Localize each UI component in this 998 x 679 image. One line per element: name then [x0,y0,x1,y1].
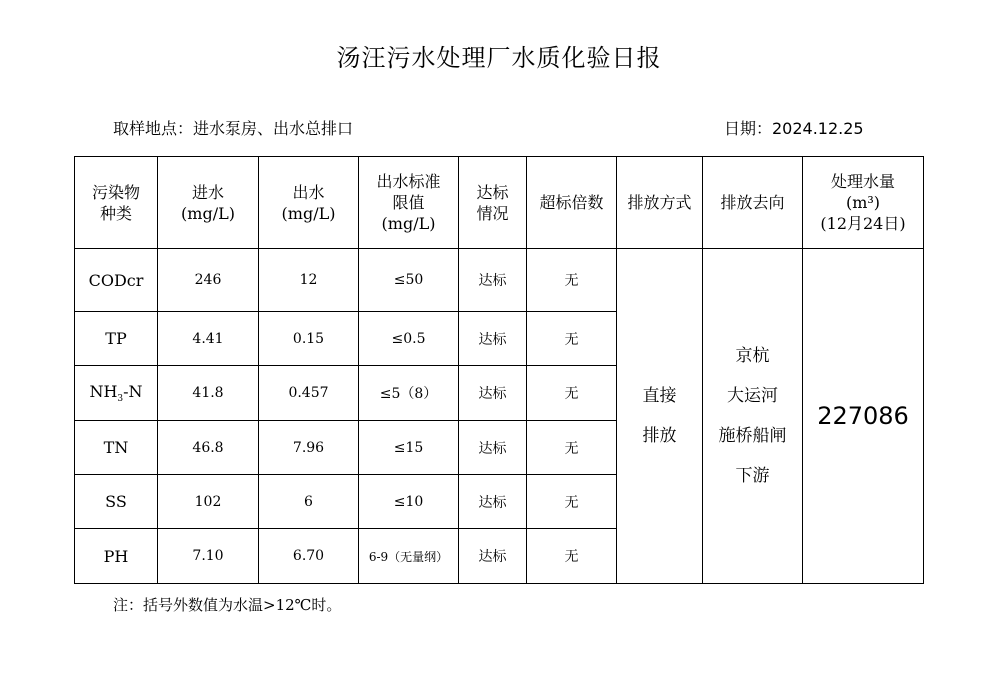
inflow-value: 41.8 [158,366,259,421]
water-quality-table [74,156,924,584]
header-volume: 处理水量 (m³) (12月24日) [803,157,924,249]
limit-value: ≤0.5 [359,312,459,366]
inflow-value: 7.10 [158,529,259,584]
report-title: 汤汪污水处理厂水质化验日报 [336,44,662,72]
status-value: 达标 [459,475,527,529]
header-discharge-dest: 排放去向 [703,157,803,249]
exceed-value: 无 [527,312,617,366]
discharge-method: 直接 排放 [617,249,703,584]
outflow-value: 0.15 [259,312,359,366]
limit-value: ≤10 [359,475,459,529]
outflow-value: 7.96 [259,421,359,475]
report-date: 日期：2024.12.25 [724,119,864,138]
header-inflow: 进水 (mg/L) [158,157,259,249]
pollutant-name: $NH_3-N$ [75,366,158,421]
pollutant-name: SS [75,475,158,529]
sampling-location: 取样地点：进水泵房、出水总排口 [113,119,354,138]
limit-value: ≤5（8） [359,366,459,421]
table-row [75,249,924,312]
treated-volume: 227086 [803,249,924,584]
pollutant-name: PH [75,529,158,584]
header-status: 达标 情况 [459,157,527,249]
footnote: 注：括号外数值为水温>12℃时。 [113,596,342,614]
status-value: 达标 [459,366,527,421]
outflow-value: 6 [259,475,359,529]
status-value: 达标 [459,421,527,475]
exceed-value: 无 [527,366,617,421]
inflow-value: 246 [158,249,259,312]
pollutant-name: TP [75,312,158,366]
inflow-value: 4.41 [158,312,259,366]
header-row [75,157,924,249]
status-value: 达标 [459,529,527,584]
exceed-value: 无 [527,249,617,312]
header-pollutant: 污染物 种类 [75,157,158,249]
outflow-value: 12 [259,249,359,312]
outflow-value: 6.70 [259,529,359,584]
header-exceed: 超标倍数 [527,157,617,249]
inflow-value: 102 [158,475,259,529]
header-discharge-method: 排放方式 [617,157,703,249]
limit-value: ≤15 [359,421,459,475]
status-value: 达标 [459,249,527,312]
header-limit: 出水标准 限值 (mg/L) [359,157,459,249]
exceed-value: 无 [527,529,617,584]
limit-value: ≤50 [359,249,459,312]
limit-value: 6-9（无量纲） [359,529,459,584]
inflow-value: 46.8 [158,421,259,475]
pollutant-name: CODcr [75,249,158,312]
exceed-value: 无 [527,475,617,529]
discharge-destination: 京杭 大运河 施桥船闸 下游 [703,249,803,584]
pollutant-name: TN [75,421,158,475]
exceed-value: 无 [527,421,617,475]
header-outflow: 出水 (mg/L) [259,157,359,249]
status-value: 达标 [459,312,527,366]
outflow-value: 0.457 [259,366,359,421]
